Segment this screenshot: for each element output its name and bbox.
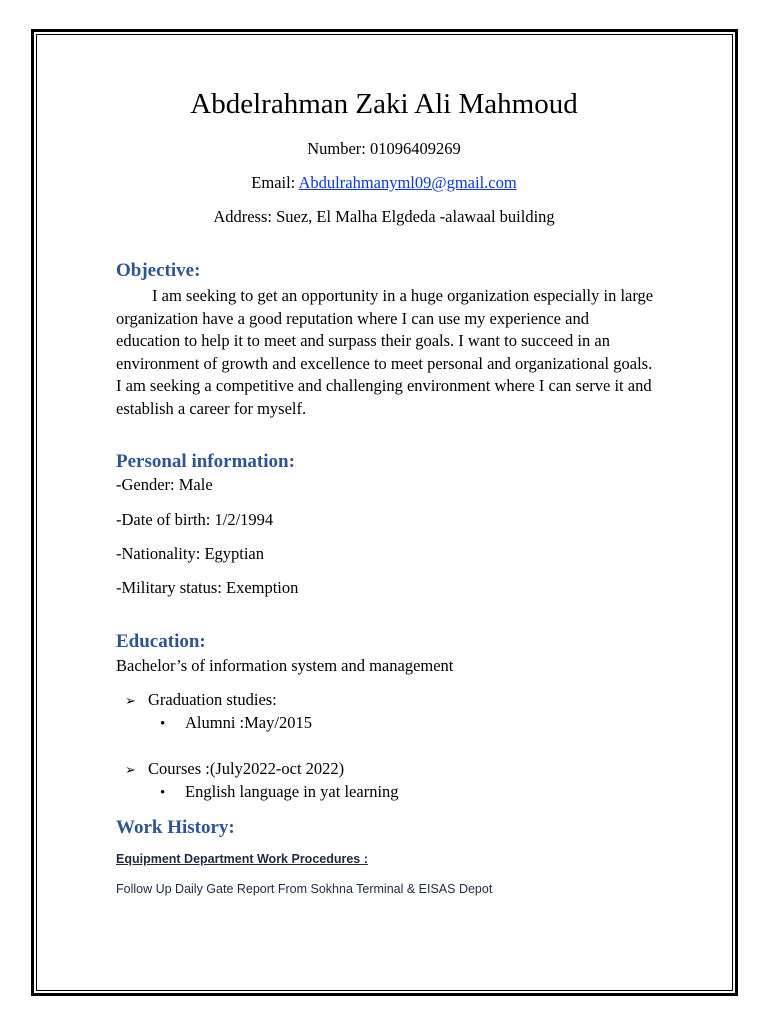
education-heading: Education: <box>116 631 206 652</box>
nationality-item: -Nationality: Egyptian <box>116 544 265 563</box>
courses-sub-item <box>160 782 399 803</box>
degree-item: Bachelor’s of information system and management <box>116 656 454 675</box>
courses-label: Courses :(July2022-oct 2022) <box>148 759 345 778</box>
courses-detail: English language in yat learning <box>185 782 399 801</box>
dot-bullet-icon: • <box>160 716 166 732</box>
work-detail: Follow Up Daily Gate Report From Sokhna Terminal & EISAS Depot <box>116 882 493 896</box>
personal-info-heading: Personal information: <box>116 451 295 472</box>
graduation-label: Graduation studies: <box>148 690 277 709</box>
work-history-heading: Work History: <box>116 817 235 838</box>
address-line <box>0 207 768 227</box>
graduation-sub-item <box>160 713 312 734</box>
work-subheading: Equipment Department Work Procedures : <box>116 852 368 866</box>
arrow-bullet-icon: ➢ <box>125 763 136 778</box>
military-status-item: -Military status: Exemption <box>116 578 299 597</box>
objective-text: I am seeking to get an opportunity in a huge organization especially in large organization have a good reputation where I can use my experience and education to help it to meet and surpass their goals. I want to succeed in an environment of growth and excellence to meet personal and organizational goals. I am seeking a competitive and challenging environment where I can serve it and establish a career for myself. <box>116 286 654 418</box>
email-line <box>0 173 768 193</box>
graduation-detail: Alumni :May/2015 <box>185 713 312 732</box>
address-label: Address: <box>213 207 277 226</box>
email-label: Email: <box>251 173 299 192</box>
address-value: Suez, El Malha Elgdeda -alawaal building <box>276 207 555 226</box>
gender-item: -Gender: Male <box>116 475 213 494</box>
courses-list-item <box>125 759 344 781</box>
candidate-name: Abdelrahman Zaki Ali Mahmoud <box>190 88 578 120</box>
phone-line <box>0 139 768 159</box>
email-link[interactable]: Abdulrahmanyml09@gmail.com <box>298 173 517 192</box>
arrow-bullet-icon: ➢ <box>125 694 136 709</box>
phone-label: Number: <box>307 139 371 158</box>
phone-number: 01096409269 <box>370 139 461 158</box>
objective-heading: Objective: <box>116 260 201 281</box>
dob-item: -Date of birth: 1/2/1994 <box>116 510 274 529</box>
graduation-list-item <box>125 690 277 712</box>
dot-bullet-icon: • <box>160 785 166 801</box>
